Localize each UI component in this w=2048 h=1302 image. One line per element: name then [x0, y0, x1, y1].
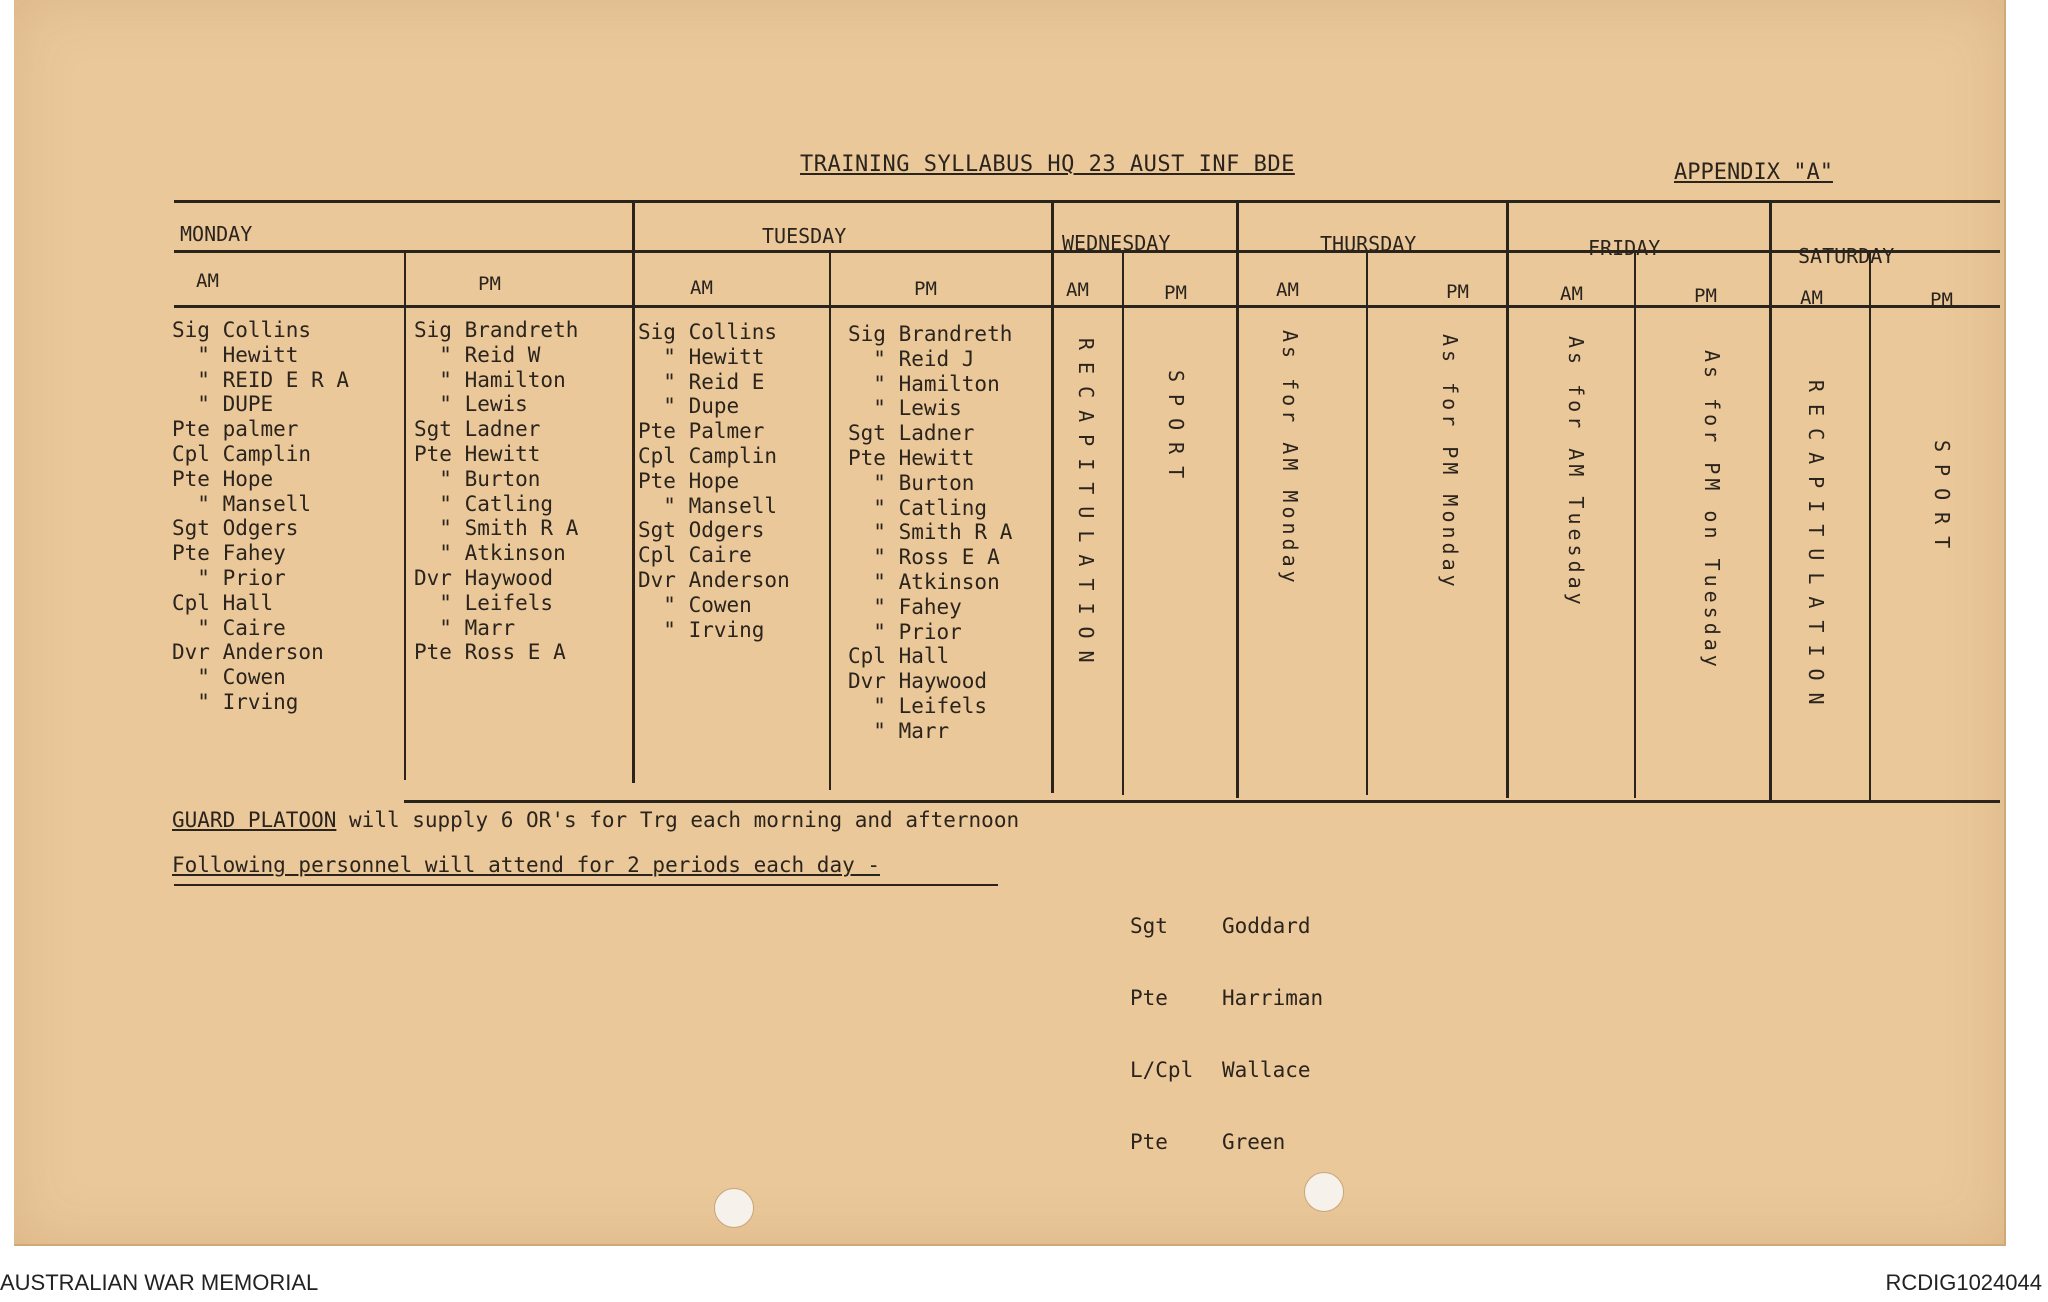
roster-entry: Sig Collins	[172, 318, 312, 342]
roster-entry: Pte Hewitt	[848, 445, 975, 470]
roster-entry: " Hewitt	[638, 344, 765, 369]
attendee-name: Wallace	[1222, 1058, 1311, 1082]
attendee-row	[1130, 1130, 1323, 1154]
roster-entry: Sgt Odgers	[638, 518, 765, 543]
roster-entry: Sgt Ladner	[414, 417, 541, 442]
divider-monday-tuesday	[632, 203, 635, 783]
divider-saturday-ampm	[1869, 250, 1871, 800]
saturday-pm-header: PM	[1930, 289, 1953, 311]
roster-entry: " Marr	[848, 718, 950, 743]
guard-platoon-label: GUARD PLATOON	[172, 808, 337, 832]
attendee-row	[1130, 1058, 1323, 1082]
roster-entry: Pte Hope	[638, 468, 740, 493]
following-underline	[174, 884, 998, 886]
roster-entry: " Reid J	[848, 346, 975, 371]
following-personnel-note: Following personnel will attend for 2 periods each day -	[172, 853, 881, 877]
roster-entry: " Atkinson	[414, 541, 566, 566]
roster-entry: " Hamilton	[848, 371, 1000, 396]
roster-entry: " Atkinson	[848, 569, 1000, 594]
attendee-name: Green	[1222, 1130, 1286, 1154]
saturday-am-cell: RECAPITULATION	[1804, 380, 1828, 717]
roster-entry: Sgt Odgers	[172, 516, 299, 541]
day-header-thursday: THURSDAY	[1320, 232, 1417, 256]
roster-entry: " Irving	[172, 689, 299, 714]
roster-entry: Dvr Haywood	[848, 669, 988, 694]
roster-entry: " Cowen	[638, 592, 752, 617]
divider-monday-ampm	[404, 250, 406, 780]
roster-entry: Cpl Camplin	[638, 443, 778, 468]
roster-entry: " Catling	[848, 495, 988, 520]
day-header-wednesday: WEDNESDAY	[1062, 231, 1171, 255]
roster-entry: Dvr Anderson	[638, 567, 790, 592]
roster-entry: " Burton	[848, 470, 975, 495]
wednesday-am-cell: RECAPITULATION	[1074, 338, 1098, 675]
roster-entry: Cpl Hall	[172, 590, 274, 615]
wednesday-pm-header: PM	[1164, 282, 1187, 304]
roster-entry: " Mansell	[172, 491, 312, 516]
roster-entry: Pte Hope	[172, 466, 274, 491]
roster-entry: " Reid E	[638, 369, 765, 394]
thursday-am-header: AM	[1276, 279, 1299, 301]
wednesday-pm-cell: SPORT	[1164, 370, 1188, 491]
roster-entry: Dvr Haywood	[414, 565, 554, 590]
day-header-tuesday: TUESDAY	[762, 224, 847, 248]
divider-friday-ampm	[1634, 250, 1636, 798]
roster-entry: " Prior	[172, 565, 286, 590]
monday-am-list	[172, 318, 349, 715]
tuesday-am-list	[638, 320, 790, 642]
roster-entry: " Ross E A	[848, 545, 1000, 570]
roster-entry: " Catling	[414, 491, 554, 516]
roster-entry: Pte Hewitt	[414, 441, 541, 466]
attendee-rank: Sgt	[1130, 914, 1168, 938]
friday-am-cell: As for AM Tuesday	[1564, 336, 1588, 609]
roster-entry: Cpl Camplin	[172, 441, 312, 466]
document-page	[14, 0, 2006, 1246]
roster-entry: Pte palmer	[172, 417, 299, 442]
day-header-monday: MONDAY	[180, 222, 253, 246]
day-header-friday: FRIDAY	[1588, 236, 1661, 260]
divider-friday-saturday	[1769, 203, 1772, 801]
roster-entry: " Lewis	[414, 392, 528, 417]
roster-entry: Pte Fahey	[172, 541, 286, 566]
divider-wednesday-ampm	[1122, 250, 1124, 795]
roster-entry: " Marr	[414, 615, 516, 640]
attendee-rank: Pte	[1130, 1130, 1168, 1154]
attendee-name: Harriman	[1222, 986, 1324, 1010]
roster-entry: " Prior	[848, 619, 962, 644]
wednesday-am-header: AM	[1066, 279, 1089, 301]
footer-left: AUSTRALIAN WAR MEMORIAL	[0, 1270, 319, 1295]
divider-wednesday-thursday	[1236, 203, 1239, 798]
roster-entry: " Irving	[638, 617, 765, 642]
roster-entry: Dvr Anderson	[172, 640, 324, 665]
friday-pm-header: PM	[1694, 285, 1717, 307]
roster-entry: " Caire	[172, 615, 286, 640]
thursday-pm-cell: As for PM Monday	[1438, 334, 1462, 591]
saturday-am-header: AM	[1800, 287, 1823, 309]
monday-pm-header: PM	[478, 273, 501, 295]
roster-entry: " Mansell	[638, 493, 778, 518]
appendix-label: APPENDIX "A"	[1674, 160, 1833, 185]
roster-entry: " Reid W	[414, 342, 541, 367]
attendee-rank: L/Cpl	[1130, 1058, 1194, 1082]
roster-entry: " Fahey	[848, 594, 962, 619]
document-title: TRAINING SYLLABUS HQ 23 AUST INF BDE	[800, 152, 1295, 177]
roster-entry: Sig Brandreth	[848, 322, 1013, 346]
footer-right: RCDIG1024044	[1885, 1270, 2042, 1295]
attendee-list	[1130, 866, 1323, 1202]
attendee-row	[1130, 914, 1323, 938]
divider-thursday-friday	[1506, 203, 1509, 798]
roster-entry: Sig Brandreth	[414, 318, 579, 342]
monday-am-header: AM	[196, 270, 219, 292]
divider-thursday-ampm	[1366, 250, 1368, 795]
friday-am-header: AM	[1560, 283, 1583, 305]
punch-hole-right	[1304, 1172, 1344, 1212]
roster-entry: " Lewis	[848, 396, 962, 421]
roster-entry: Pte Ross E A	[414, 640, 566, 665]
table-top-rule	[174, 200, 2000, 203]
roster-entry: Sgt Ladner	[848, 421, 975, 446]
roster-entry: " Hamilton	[414, 367, 566, 392]
roster-entry: Cpl Caire	[638, 543, 752, 568]
roster-entry: Sig Collins	[638, 320, 778, 344]
roster-entry: " REID E R A	[172, 367, 350, 392]
roster-entry: " Burton	[414, 466, 541, 491]
tuesday-pm-list	[848, 322, 1012, 744]
attendee-rank: Pte	[1130, 986, 1168, 1010]
friday-pm-cell: As for PM on Tuesday	[1700, 350, 1724, 671]
roster-entry: " DUPE	[172, 392, 274, 417]
roster-entry: " Cowen	[172, 665, 286, 690]
roster-entry: " Leifels	[414, 590, 554, 615]
punch-hole-left	[714, 1188, 754, 1228]
day-header-saturday: SATURDAY	[1798, 244, 1895, 268]
subheader-rule	[174, 305, 2000, 308]
roster-entry: " Hewitt	[172, 342, 299, 367]
attendee-name: Goddard	[1222, 914, 1311, 938]
thursday-pm-header: PM	[1446, 281, 1469, 303]
roster-entry: Cpl Hall	[848, 644, 950, 669]
roster-entry: " Leifels	[848, 693, 988, 718]
monday-pm-list	[414, 318, 578, 665]
roster-entry: Pte Palmer	[638, 419, 765, 444]
table-bottom-rule	[404, 800, 2000, 803]
thursday-am-cell: As for AM Monday	[1278, 330, 1302, 587]
guard-platoon-text: will supply 6 OR's for Trg each morning and afternoon	[349, 808, 1020, 832]
attendee-row	[1130, 986, 1323, 1010]
roster-entry: " Smith R A	[414, 516, 579, 541]
roster-entry: " Dupe	[638, 394, 740, 419]
divider-tuesday-ampm	[829, 250, 831, 790]
saturday-pm-cell: SPORT	[1930, 440, 1954, 561]
roster-entry: " Smith R A	[848, 520, 1013, 545]
tuesday-am-header: AM	[690, 277, 713, 299]
divider-tuesday-wednesday	[1051, 203, 1054, 793]
guard-platoon-note	[172, 808, 1019, 832]
tuesday-pm-header: PM	[914, 278, 937, 300]
